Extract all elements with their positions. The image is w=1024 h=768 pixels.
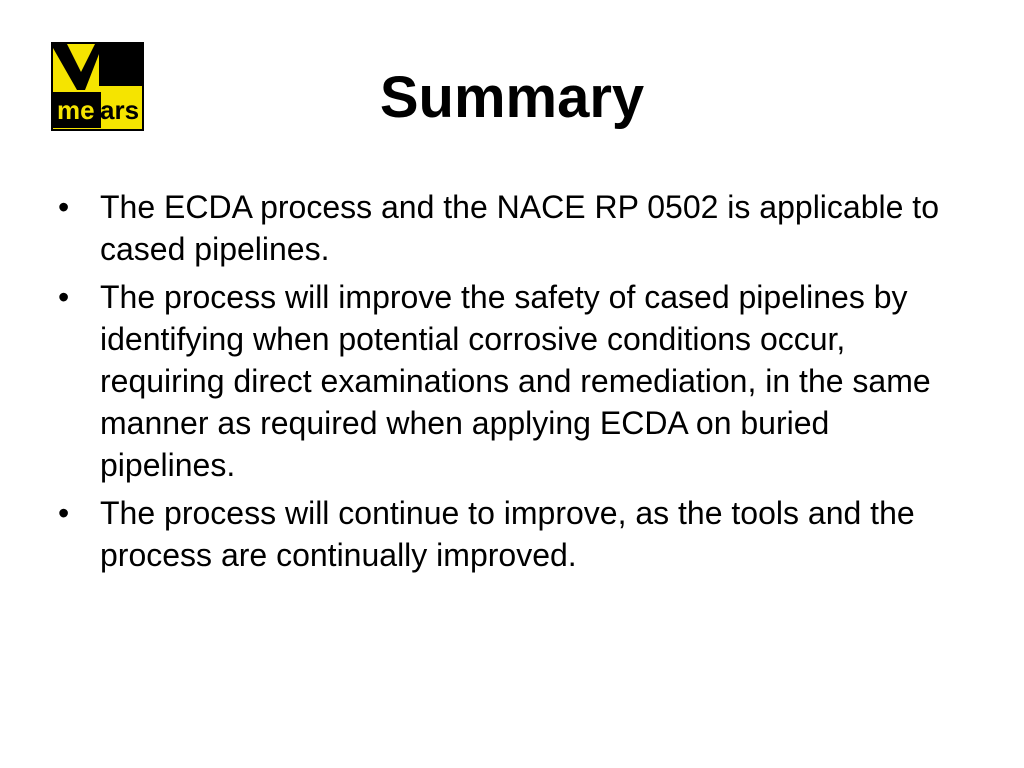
bullet-list (58, 186, 958, 582)
svg-text:me: me (57, 95, 95, 125)
slide-title: Summary (379, 65, 645, 130)
bullet-icon: • (58, 279, 70, 315)
svg-text:ars: ars (100, 95, 140, 125)
bullet-item (58, 492, 958, 576)
bullet-icon: • (58, 495, 70, 531)
bullet-text: The ECDA process and the NACE RP 0502 is applicable to cased pipelines. (100, 189, 939, 267)
bullet-text: The process will continue to improve, as the tools and the process are continually improved. (100, 495, 915, 573)
bullet-item (58, 276, 958, 486)
bullet-item (58, 186, 958, 270)
bullet-icon: • (58, 189, 70, 225)
bullet-text: The process will improve the safety of cased pipelines by identifying when potential corrosive conditions occur, requiring direct examinations and remediation, in the same manner as required when applying ECDA on buried pipelines. (100, 279, 931, 483)
